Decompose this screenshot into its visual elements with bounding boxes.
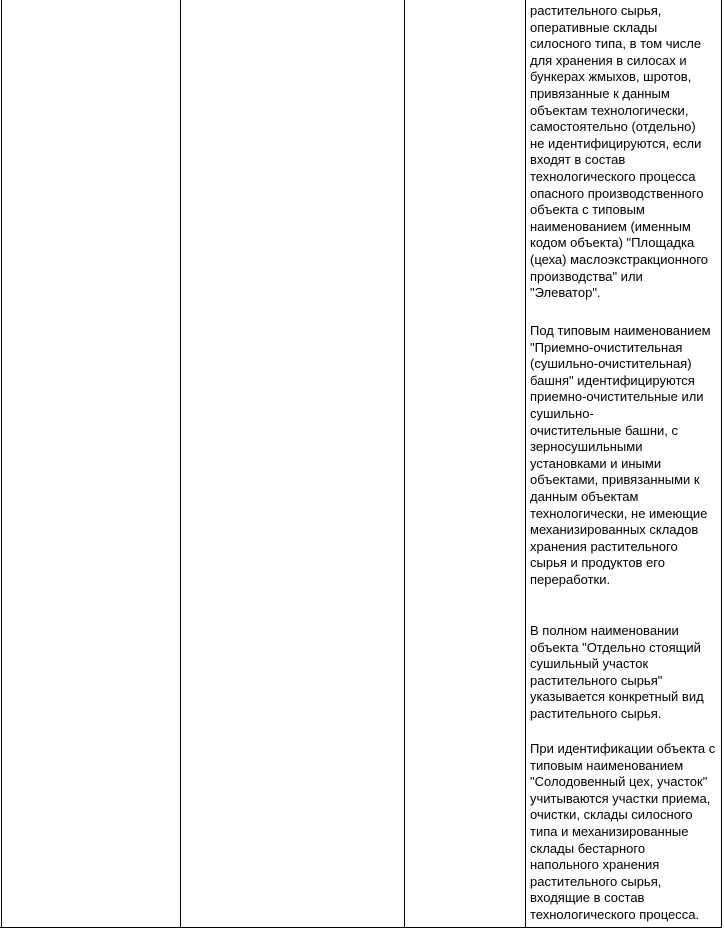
paragraph-drying-site-note: В полном наименовании объекта "Отдельно стоящий сушильный участок растительного сырья" указывается конкретный вид растительного сырья. [530, 623, 704, 721]
table-cell-column-4 [530, 3, 720, 922]
paragraph-malt-shop-note: При идентификации объекта с типовым наименованием "Солодовенный цех, участок" учитываются участки приема, очистки, склады силосного типа и механизированные склады бестарного напольного хранения растительного сырья, входящие в состав технологического процесса. [530, 741, 716, 922]
row-border-bottom [0, 927, 722, 928]
column-border-3 [525, 0, 526, 928]
paragraph-cleaning-tower-note: Под типовым наименованием "Приемно-очистительная (сушильно-очистительная) башня" идентифицируются приемно-очистительные или сушильно- очистительные башни, с зерносушильными установками и иными объектами, привязанными к данным объектам технологически, не имеющие механизированных складов хранения растительного сырья и продуктов его переработки. [530, 323, 711, 587]
table-cell-column-2 [181, 0, 404, 927]
paragraph-oil-extraction-note: растительного сырья, оперативные склады силосного типа, в том числе для хранения в силосах и бункерах жмыхов, шротов, привязанные к данным объектам технологически, самостоятельно (отдельно) не идентифицируются, если входят в состав технологического процесса опасного производственного объекта с типовым наименованием (именным кодом объекта) "Площадка (цеха) маслоэкстракционного производства" или "Элеватор". [530, 3, 709, 301]
table-cell-column-1 [2, 0, 180, 927]
table-cell-column-3 [405, 0, 525, 927]
column-border-right [721, 0, 722, 928]
